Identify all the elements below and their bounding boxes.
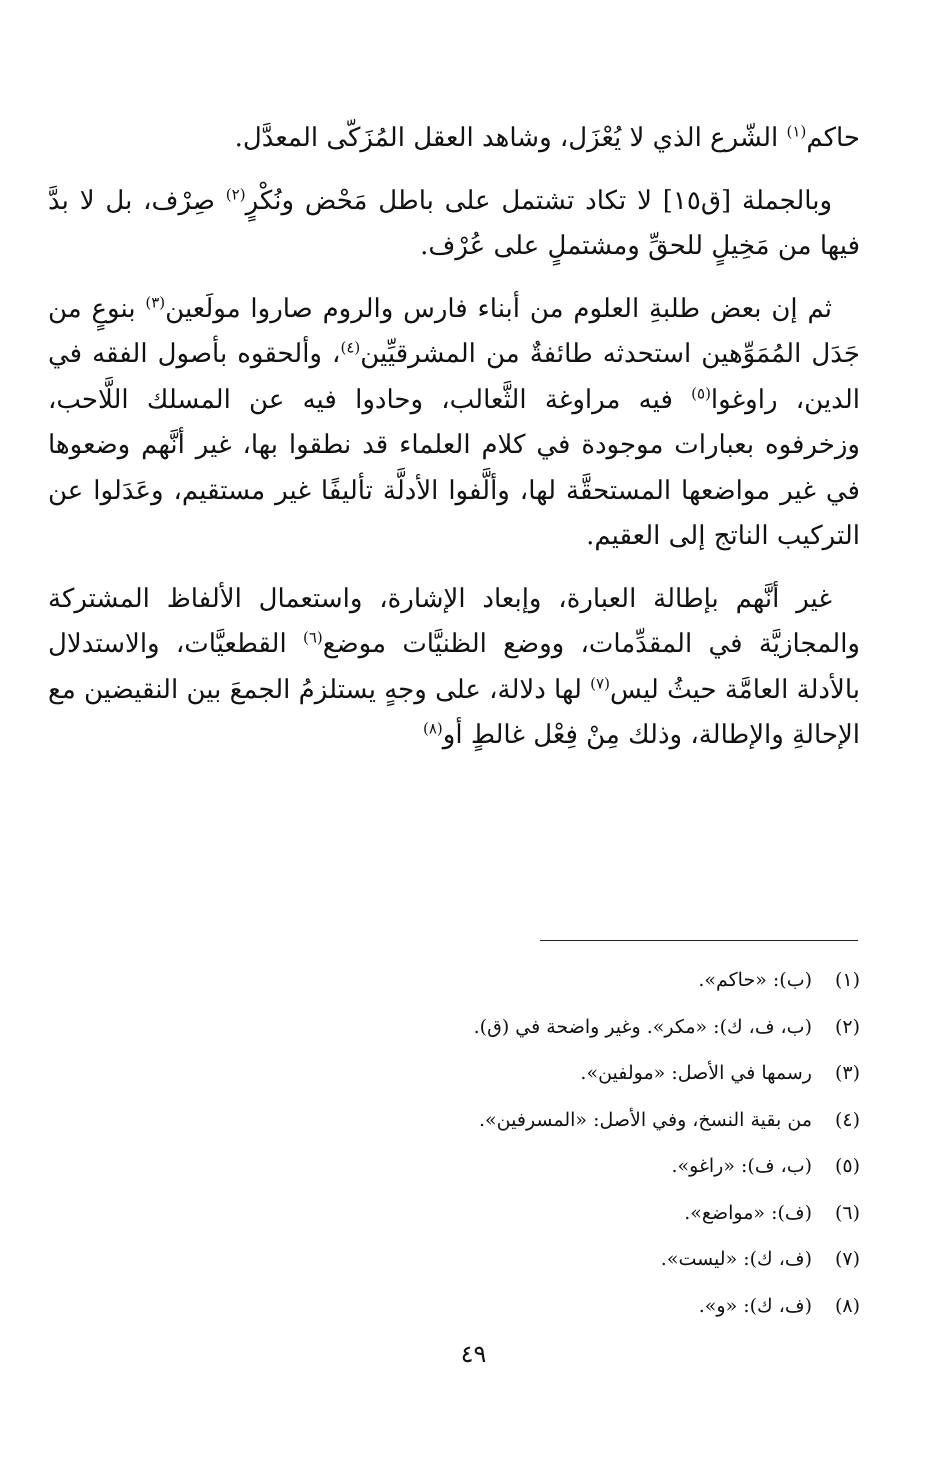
page-number: ٤٩ — [460, 1340, 487, 1368]
footnote-item — [300, 1050, 860, 1097]
footnote-marker: (٣) — [145, 292, 166, 311]
footnote-item — [300, 1190, 860, 1237]
footnote-marker: (٨) — [423, 719, 443, 738]
text-run: وبالجملة [ق١٥] لا تكاد تشتمل على باطل مَحْض ونُكْرٍ — [245, 185, 833, 216]
footnote-marker: (١) — [786, 122, 807, 141]
footnote-number: (١) — [834, 969, 860, 991]
footnote-number: (٢) — [834, 1015, 860, 1038]
footnote-number: (٧) — [834, 1248, 860, 1270]
footnote-marker: (٤) — [340, 338, 361, 357]
paragraph-1 — [48, 116, 860, 162]
footnote-text: رسمها في الأصل: «مولفين». — [580, 1062, 812, 1084]
footnote-number: (٥) — [834, 1155, 860, 1177]
footnote-text: (ب، ف، ك): «مكر». وغير واضحة في (ق). — [473, 1015, 812, 1038]
text-run: حاكم — [806, 123, 860, 153]
footnote-text: (ب): «حاكم». — [698, 969, 812, 991]
footnote-number: (٣) — [834, 1062, 860, 1084]
footnote-item — [300, 957, 860, 1004]
footnote-text: من بقية النسخ، وفي الأصل: «المسرفين». — [479, 1108, 812, 1131]
text-run: ، وألحقوه بأصول الفقه في الدين، راوغوا — [48, 339, 860, 415]
footnote-text: (ف، ك): «ليست». — [660, 1248, 812, 1270]
footnote-number: (٤) — [834, 1108, 860, 1131]
text-run: صِرْف، بل لا بدَّ فيها من مَخِيلٍ للحقِّ ومشتملٍ على عُرْف. — [48, 185, 860, 261]
footnote-marker: (٥) — [691, 383, 711, 402]
text-run: لها دلالة، على وجهٍ يستلزمُ الجمعَ بين النقيضين مع الإحالةِ والإطالة، وذلك مِنْ فِعْل غالطٍ أو — [47, 674, 860, 750]
text-run: فيه مراوغة الثَّعالب، وحادوا فيه عن المسلك اللَّاحب، وزخرفوه بعبارات موجودة في كلام العلماء قد نطقوا بها، غير أنَّهم وضعوها في غير مواضعها المستحقَّة لها، وألَّفوا الأدلَّة تأليفًا غير مستقيم، وعَدَلوا عن التركيب الناتج إلى العقيم. — [48, 384, 860, 551]
footnote-text: (ب، ف): «راغو». — [671, 1155, 812, 1177]
footnote-item — [300, 1236, 860, 1283]
footnote-text: (ف، ك): «و». — [698, 1294, 812, 1317]
footnote-number: (٦) — [834, 1201, 860, 1224]
footnote-marker: (٧) — [590, 673, 610, 692]
footnote-item — [300, 1283, 860, 1330]
footnote-text: (ف): «مواضع». — [684, 1201, 812, 1224]
text-run: بنوعٍ من جَدَل المُمَوِّهين استحدثه طائفةٌ من المشرقيِّين — [48, 293, 860, 369]
footnote-item — [300, 1004, 860, 1051]
text-run: الشّرع الذي لا يُعْزَل، وشاهد العقل المُزَكّى المعدَّل. — [234, 123, 787, 153]
main-text — [48, 116, 860, 776]
text-run: القطعيَّات، والاستدلال بالأدلة العامَّة حيثُ ليس — [48, 629, 860, 705]
text-run: ثم إن بعض طلبةِ العلوم من أبناء فارس والروم صاروا مولَعين — [165, 293, 832, 324]
paragraph-2 — [48, 179, 860, 270]
footnote-number: (٨) — [834, 1294, 860, 1317]
footnote-item — [300, 1097, 860, 1144]
text-run: غير أنَّهم بإطالة العبارة، وإبعاد الإشارة، واستعمال الألفاظ المشتركة والمجازيَّة في المقدِّمات، ووضع الظنيَّات موضع — [48, 583, 860, 659]
paragraph-3 — [48, 287, 860, 560]
footnote-marker: (٢) — [225, 184, 246, 203]
paragraph-4 — [48, 577, 860, 759]
footnote-item — [300, 1143, 860, 1190]
footnote-separator — [540, 940, 858, 941]
footnote-marker: (٦) — [302, 628, 323, 647]
footnotes — [300, 957, 860, 1329]
